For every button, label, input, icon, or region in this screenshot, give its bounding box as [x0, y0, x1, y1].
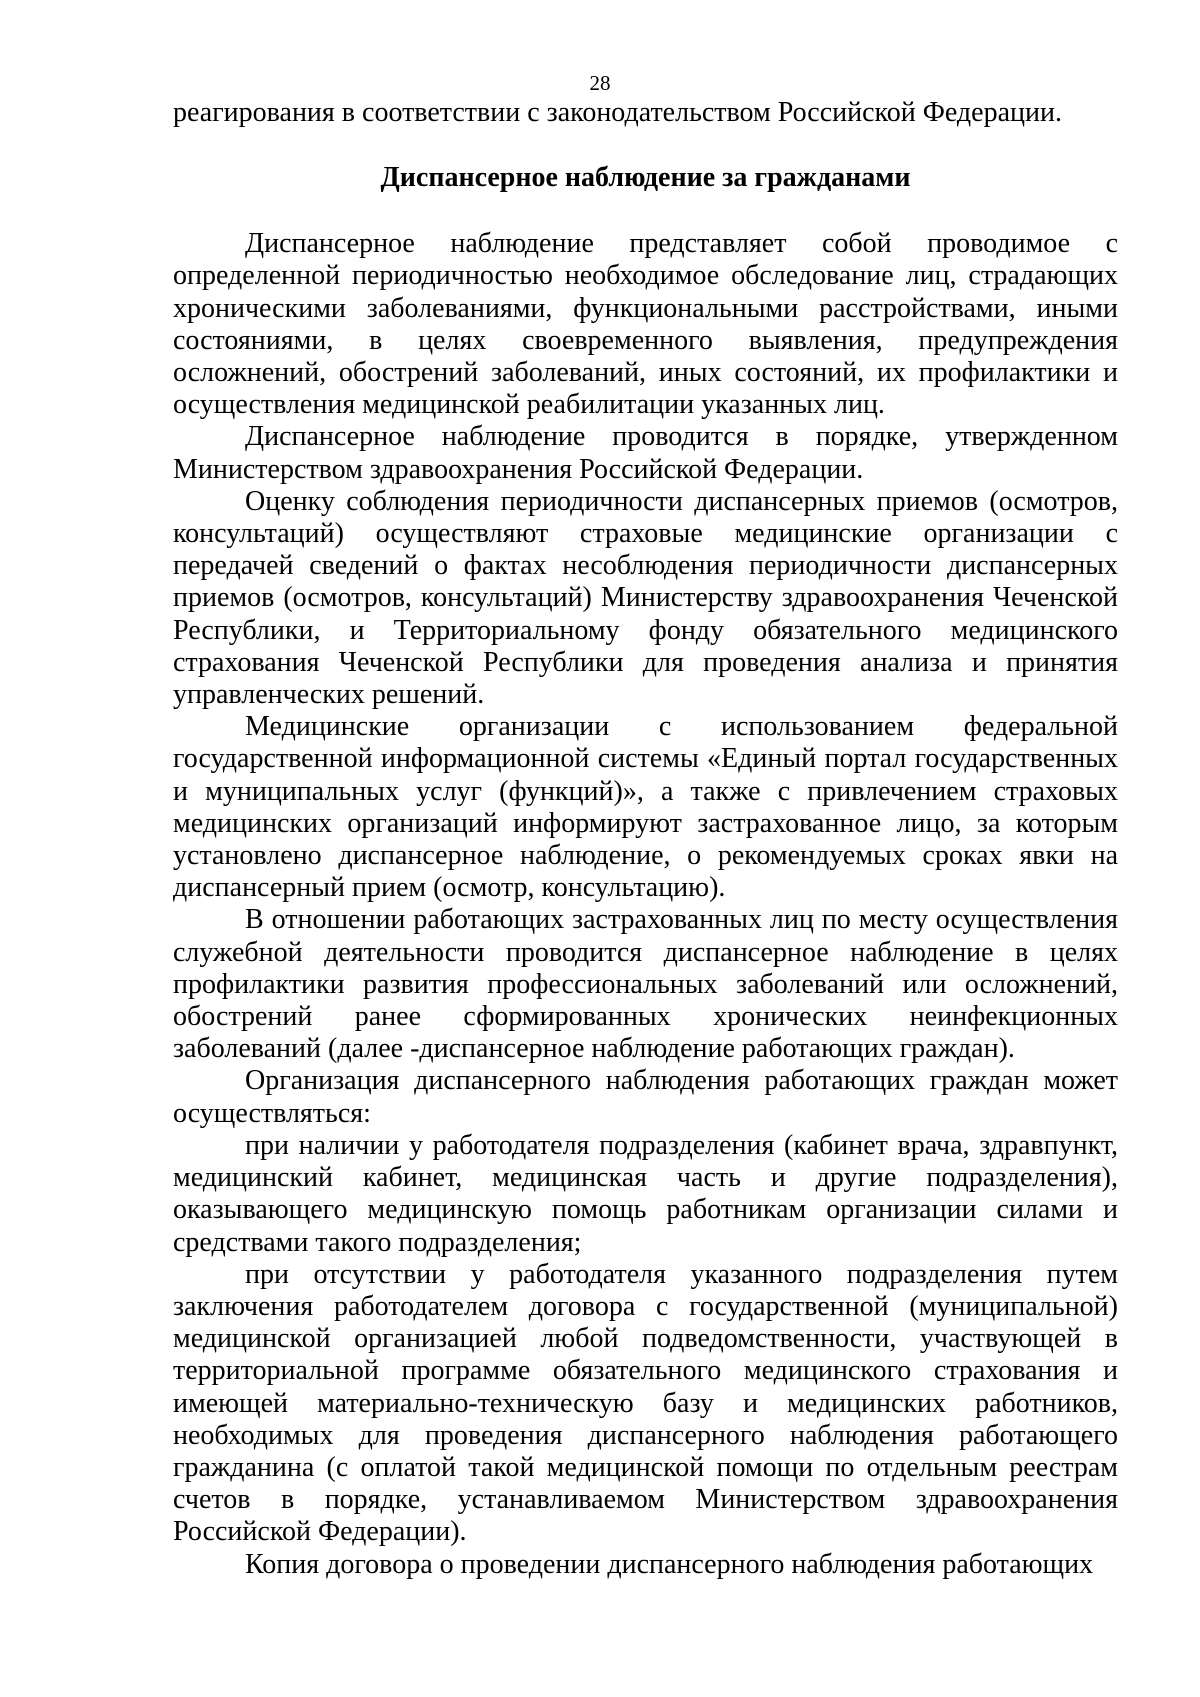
list-item-employer-unit: при наличии у работодателя подразделения (кабинет врача, здравпункт, медицинский кабинет, медицинская часть и другие подразделения), оказывающего медицинскую помощь работникам организации силами и средствами такого подразделения; — [173, 1129, 1118, 1258]
section-heading: Диспансерное наблюдение за гражданами — [380, 162, 911, 194]
paragraph-definition: Диспансерное наблюдение представляет собой проводимое с определенной периодичностью необходимое обследование лиц, страдающих хроническими заболеваниями, функциональными расстройствами, иными состояниями, в целях своевременного выявления, предупреждения осложнений, обострений заболеваний, иных состояний, их профилактики и осуществления медицинской реабилитации указанных лиц. — [173, 228, 1118, 421]
paragraph-informing: Медицинские организации с использованием федеральной государственной информационной системы «Единый портал государственных и муниципальных услуг (функций)», а также с привлечением страховых медицинских организаций информируют застрахованное лицо, за которым установлено диспансерное наблюдение, о рекомендуемых сроках явки на диспансерный прием (осмотр, консультацию). — [173, 711, 1118, 904]
lead-line: реагирования в соответствии с законодательством Российской Федерации. — [173, 97, 1062, 128]
paragraph-procedure: Диспансерное наблюдение проводится в порядке, утвержденном Министерством здравоохранения Российской Федерации. — [173, 421, 1118, 485]
paragraph-working-citizens: В отношении работающих застрахованных лиц по месту осуществления служебной деятельности проводится диспансерное наблюдение в целях профилактики развития профессиональных заболеваний или осложнений, обострений ранее сформированных хронических неинфекционных заболеваний (далее -диспансерное наблюдение работающих граждан). — [173, 904, 1118, 1065]
paragraph-contract-copy: Копия договора о проведении диспансерного наблюдения работающих — [245, 1548, 1094, 1580]
paragraph-assessment: Оценку соблюдения периодичности диспансерных приемов (осмотров, консультаций) осуществляют страховые медицинские организации с передачей сведений о фактах несоблюдения периодичности диспансерных приемов (осмотров, консультаций) Министерству здравоохранения Чеченской Республики, и Территориальному фонду обязательного медицинского страхования Чеченской Республики для проведения анализа и принятия управленческих решений. — [173, 485, 1118, 711]
list-item-contract: при отсутствии у работодателя указанного подразделения путем заключения работодателем договора с государственной (муниципальной) медицинской организацией любой подведомственности, участвующей в территориальной программе обязательного медицинского страхования и имеющей материально-техническую базу и медицинских работников, необходимых для проведения диспансерного наблюдения работающего гражданина (с оплатой такой медицинской помощи по отдельным реестрам счетов в порядке, устанавливаемом Министерством здравоохранения Российской Федерации). — [173, 1258, 1118, 1548]
paragraph-organization: Организация диспансерного наблюдения работающих граждан может осуществляться: — [173, 1065, 1118, 1129]
page-number: 28 — [589, 71, 611, 95]
document-body — [173, 97, 1118, 1581]
